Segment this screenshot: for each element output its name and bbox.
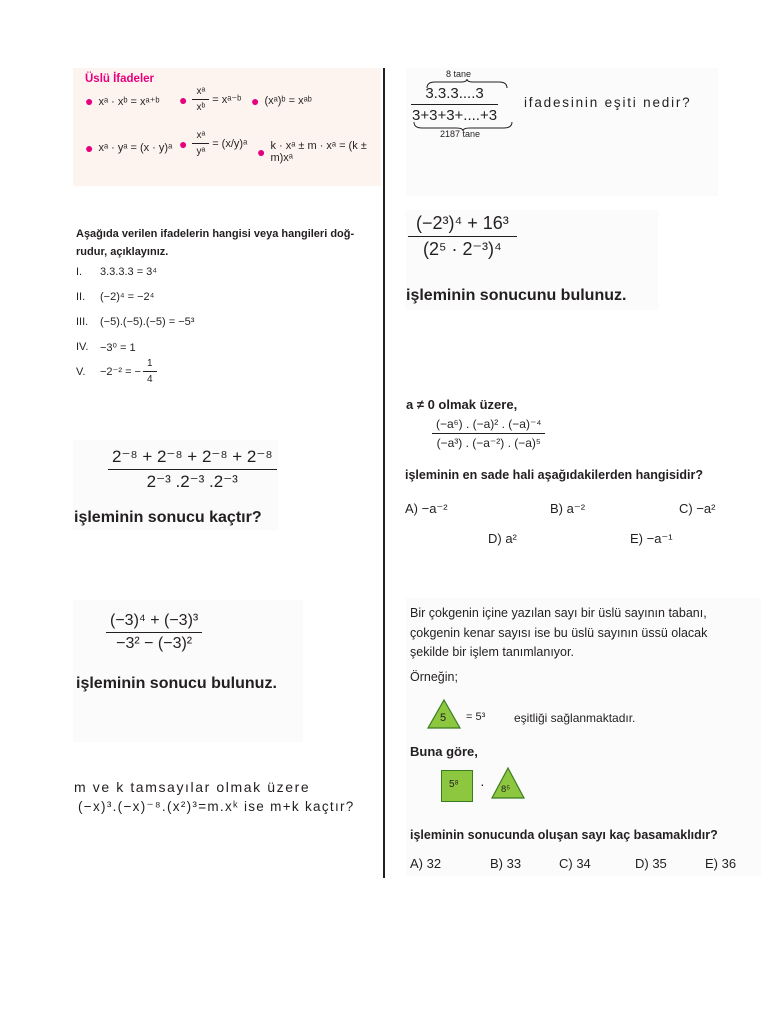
bullet-icon: ● <box>85 93 94 109</box>
r4-text-line2: çokgenin kenar sayısı ise bu üslü sayının üssü olacak <box>410 626 708 640</box>
r2-numerator: (−2³)⁴ + 16³ <box>408 213 517 237</box>
q1-prompt-line1: Aşağıda verilen ifadelerin hangisi veya hangileri doğ- <box>76 228 355 240</box>
r3-option-a[interactable]: A) −a⁻² <box>405 501 448 516</box>
r4-option-b[interactable]: B) 33 <box>490 856 522 871</box>
rule-quotient: ● $\frac{\text{xᵃ}}{\text{xᵇ}}$ = xᵃ⁻ᵇ <box>179 86 242 113</box>
r1-numerator: 3.3.3....3 <box>411 85 497 105</box>
example-note: eşitliği sağlanmaktadır. <box>514 711 636 725</box>
q3-caption: işleminin sonucu bulunuz. <box>76 675 277 692</box>
rule-same-exponent: ● xᵃ · yᵃ = (x · y)ᵃ <box>85 140 173 156</box>
r2-fraction <box>408 213 517 260</box>
q3-denominator: −3² − (−3)² <box>116 635 193 652</box>
r3-numerator: (−a⁶) . (−a)² . (−a)⁻⁴ <box>432 417 545 434</box>
q3-numerator: (−3)⁴ + (−3)³ <box>106 612 202 633</box>
r4-buna-gore: Buna göre, <box>410 744 478 759</box>
r4-option-e[interactable]: E) 36 <box>705 856 737 871</box>
q2-numerator: 2⁻⁸ + 2⁻⁸ + 2⁻⁸ + 2⁻⁸ <box>108 447 277 470</box>
q2-fraction <box>108 447 277 492</box>
bullet-icon: ● <box>251 93 260 109</box>
rule-factor: ● k · xᵃ ± m · xᵃ = (k ± m)xᵃ <box>257 140 367 164</box>
r3-option-e[interactable]: E) −a⁻¹ <box>630 531 673 546</box>
r1-bottom-brace-label: 2187 tane <box>440 129 481 139</box>
r1-top-brace-label: 8 tane <box>446 69 472 79</box>
bullet-icon: ● <box>179 91 188 108</box>
r3-caption: işleminin en sade hali aşağıdakilerden hangisidir? <box>405 468 704 482</box>
column-divider <box>383 68 385 878</box>
rules-title: Üslü İfadeler <box>85 73 155 85</box>
rule-fraction-power: ● $\frac{\text{xᵃ}}{\text{yᵃ}}$ = (x/y)ᵃ <box>179 130 248 157</box>
q2-caption: işleminin sonucu kaçtır? <box>74 509 262 526</box>
q4-line2: (−x)³.(−x)⁻⁸.(x²)³=m.xᵏ ise m+k kaçtır? <box>78 799 355 814</box>
rule-product: ● xᵃ · xᵇ = xᵃ⁺ᵇ <box>85 93 160 109</box>
r1-denominator: 3+3+3+....+3 <box>412 107 498 124</box>
r1-fraction <box>408 85 501 124</box>
r2-denominator: (2⁵ · 2⁻³)⁴ <box>423 239 502 259</box>
r4-option-a[interactable]: A) 32 <box>410 856 442 871</box>
multiply-dot: · <box>480 776 485 792</box>
bullet-icon: ● <box>257 144 266 160</box>
example-equation: = 5³ <box>466 711 486 723</box>
q4-line1: m ve k tamsayılar olmak üzere <box>74 779 311 795</box>
r3-denominator: (−a³) . (−a⁻²) . (−a)⁵ <box>436 436 541 450</box>
triangle-value: 8⁵ <box>501 784 511 795</box>
r2-caption: işleminin sonucunu bulunuz. <box>406 287 627 304</box>
rules-box <box>73 68 381 186</box>
example-triangle-value: 5 <box>440 712 447 724</box>
bullet-icon: ● <box>85 140 94 156</box>
r4-text-line3: şekilde bir işlem tanımlanıyor. <box>410 645 574 659</box>
r3-option-c[interactable]: C) −a² <box>679 501 716 516</box>
r3-option-b[interactable]: B) a⁻² <box>550 501 586 516</box>
q3-fraction <box>106 612 202 653</box>
r4-option-c[interactable]: C) 34 <box>559 856 591 871</box>
r4-option-d[interactable]: D) 35 <box>635 856 667 871</box>
r4-text-line1: Bir çokgenin içine yazılan sayı bir üslü sayının tabanı, <box>410 606 707 620</box>
r1-caption: ifadesinin eşiti nedir? <box>524 95 692 110</box>
r3-option-d[interactable]: D) a² <box>488 531 517 546</box>
rule-power: ● (xᵃ)ᵇ = xᵃᵇ <box>251 93 312 109</box>
r3-condition: a ≠ 0 olmak üzere, <box>406 397 518 412</box>
r3-fraction <box>432 417 545 450</box>
bullet-icon: ● <box>179 135 188 152</box>
r4-caption: işleminin sonucunda oluşan sayı kaç basamaklıdır? <box>410 828 718 842</box>
square-value: 5⁸ <box>449 779 459 790</box>
r4-example-label: Örneğin; <box>410 670 458 684</box>
q1-prompt-line2: rudur, açıklayınız. <box>76 246 169 258</box>
q2-denominator: 2⁻³ .2⁻³ .2⁻³ <box>146 472 238 491</box>
